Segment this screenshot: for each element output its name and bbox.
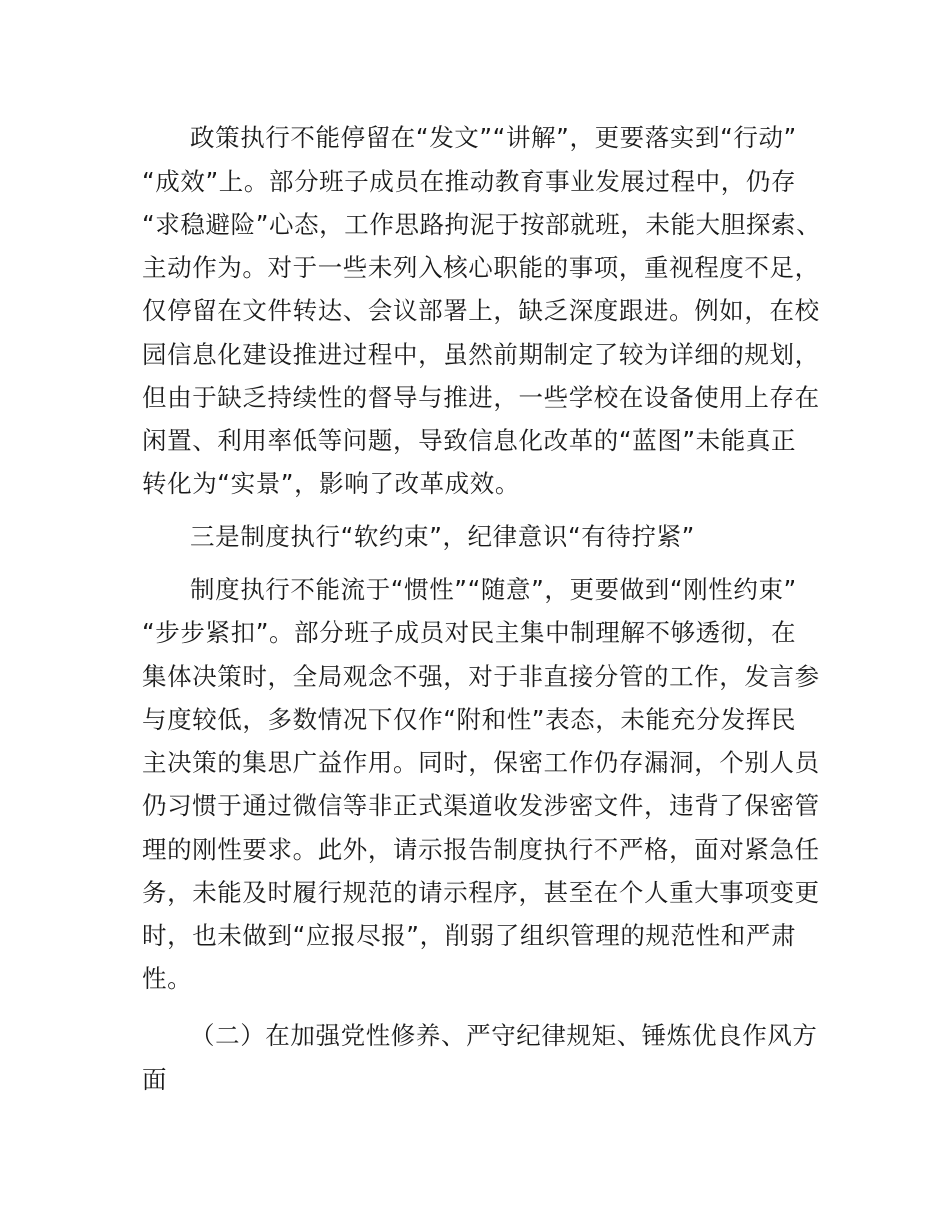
paragraph-2-line-9: 时，也未做到“应报尽报”，削弱了组织管理的规范性和严肃 <box>142 921 797 950</box>
paragraph-1-line-4: 主动作为。对于一些未列入核心职能的事项，重视程度不足， <box>142 253 820 282</box>
paragraph-2-line-6: 仍习惯于通过微信等非正式渠道收发涉密文件，违背了保密管 <box>142 791 820 820</box>
paragraph-1-line-7: 但由于缺乏持续性的督导与推进，一些学校在设备使用上存在 <box>142 383 820 412</box>
paragraph-1-line-8: 闲置、利用率低等问题，导致信息化改革的“蓝图”未能真正 <box>142 426 797 455</box>
paragraph-2-line-8: 务，未能及时履行规范的请示程序，甚至在个人重大事项变更 <box>142 878 820 907</box>
paragraph-2-line-4: 与度较低，多数情况下仅作“附和性”表态，未能充分发挥民 <box>142 705 797 734</box>
section-heading-two-line-1: （二）在加强党性修养、严守纪律规矩、锤炼优良作风方 <box>190 1021 818 1050</box>
paragraph-1-line-1: 政策执行不能停留在“发文”“讲解”，更要落实到“行动” <box>190 123 797 152</box>
paragraph-2-line-2: “步步紧扣”。部分班子成员对民主集中制理解不够透彻，在 <box>142 618 797 647</box>
section-heading-three: 三是制度执行“软约束”，纪律意识“有待拧紧” <box>190 522 695 551</box>
paragraph-2-line-3: 集体决策时，全局观念不强，对于非直接分管的工作，发言参 <box>142 662 820 691</box>
paragraph-1-line-9: 转化为“实景”，影响了改革成效。 <box>142 469 520 498</box>
paragraph-1-line-3: “求稳避险”心态，工作思路拘泥于按部就班，未能大胆探索、 <box>142 210 822 239</box>
paragraph-2-line-7: 理的刚性要求。此外，请示报告制度执行不严格，面对紧急任 <box>142 835 820 864</box>
section-heading-two-line-2: 面 <box>142 1065 168 1094</box>
paragraph-1-line-5: 仅停留在文件转达、会议部署上，缺乏深度跟进。例如，在校 <box>142 296 820 325</box>
paragraph-1-line-6: 园信息化建设推进过程中，虽然前期制定了较为详细的规划， <box>142 340 820 369</box>
paragraph-2-line-10: 性。 <box>142 964 193 993</box>
paragraph-2-line-1: 制度执行不能流于“惯性”“随意”，更要做到“刚性约束” <box>190 575 797 604</box>
paragraph-2-line-5: 主决策的集思广益作用。同时，保密工作仍存漏洞，个别人员 <box>142 748 820 777</box>
paragraph-1-line-2: “成效”上。部分班子成员在推动教育事业发展过程中，仍存 <box>142 167 797 196</box>
